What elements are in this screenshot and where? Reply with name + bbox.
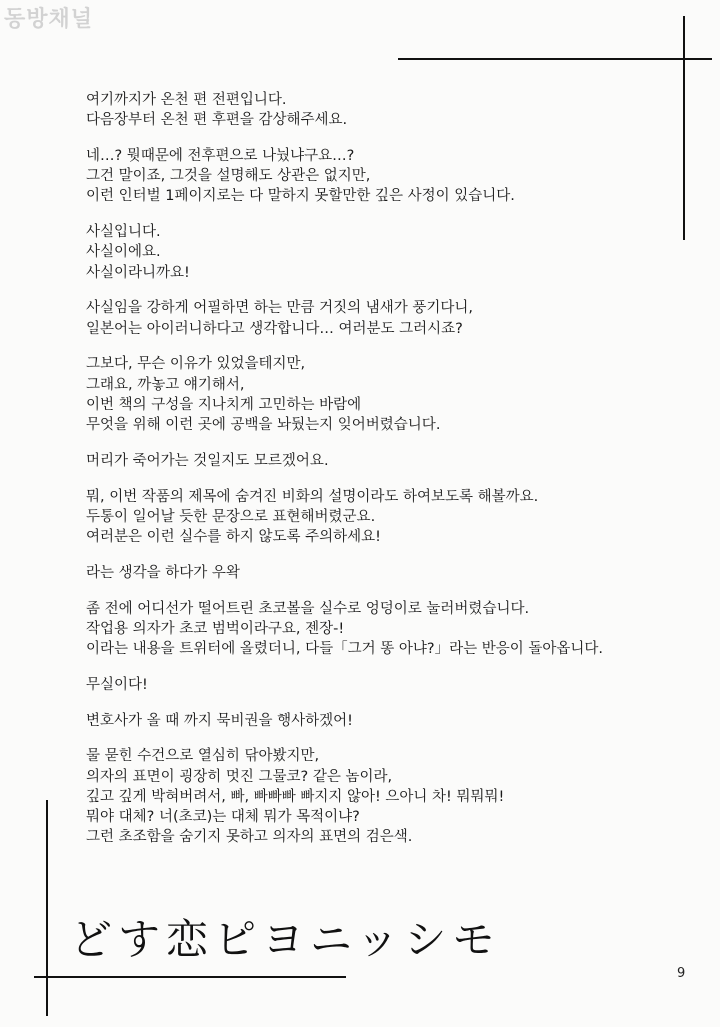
text-line: 그런 초조함을 숨기지 못하고 의자의 표면의 검은색.	[86, 829, 413, 846]
text-line: 작업용 의자가 초코 범벅이라구요, 젠장-!	[86, 620, 345, 637]
text-line: 깊고 깊게 박혀버려서, 빠, 빠빠빠 빠지지 않아! 으아니 차! 뭐뭐뭐!	[86, 788, 505, 805]
text-line: 그보다, 무슨 이유가 있었을테지만,	[86, 356, 306, 373]
text-line: 그건 말이죠, 그것을 설명해도 상관은 없지만,	[86, 168, 371, 185]
text-line: 무실이다!	[86, 676, 148, 693]
text-line: 사실임을 강하게 어필하면 하는 만큼 거짓의 냄새가 풍기다니,	[86, 300, 474, 317]
paragraph	[86, 746, 686, 847]
text-line: 일본어는 아이러니하다고 생각합니다… 여러분도 그러시죠?	[86, 320, 463, 337]
watermark: 동방채널	[4, 7, 94, 32]
text-line: 물 묻힌 수건으로 열심히 닦아봤지만,	[86, 748, 320, 765]
text-line: 네…? 뭣때문에 전후편으로 나눴냐구요…?	[86, 148, 355, 164]
bottom-left-vertical-line	[46, 800, 48, 1016]
text-line: 무엇을 위해 이런 곳에 공백을 놔뒀는지 잊어버렸습니다.	[86, 417, 441, 434]
paragraph	[86, 451, 686, 471]
paragraph	[86, 90, 686, 130]
text-line: 의자의 표면이 굉장히 멋진 그물코? 같은 놈이라,	[86, 768, 393, 785]
text-line: 라는 생각을 하다가 우왁	[86, 564, 240, 581]
paragraph	[86, 146, 686, 207]
paragraph	[86, 711, 686, 731]
top-right-horizontal-line	[398, 58, 712, 60]
paragraph	[86, 599, 686, 660]
text-line: 그래요, 까놓고 얘기해서,	[86, 376, 245, 393]
text-line: 여러분은 이런 실수를 하지 않도록 주의하세요!	[86, 529, 381, 546]
paragraph	[86, 563, 686, 583]
paragraph	[86, 222, 686, 283]
text-line: 이런 인터벌 1페이지로는 다 말하지 못할만한 깊은 사정이 있습니다.	[86, 188, 515, 205]
text-line: 두통이 일어날 듯한 문장으로 표현해버렸군요.	[86, 508, 376, 525]
text-line: 변호사가 올 때 까지 묵비권을 행사하겠어!	[86, 712, 353, 729]
text-line: 사실이라니까요!	[86, 264, 190, 281]
book-title: どす恋ピヨニッシモ	[70, 915, 501, 964]
text-line: 여기까지가 온천 편 전편입니다.	[86, 92, 287, 108]
text-line: 사실입니다.	[86, 224, 161, 241]
text-line: 뭐야 대체? 너(초코)는 대체 뭐가 목적이냐?	[86, 809, 360, 826]
paragraph	[86, 354, 686, 435]
paragraph	[86, 487, 686, 548]
text-line: 이번 책의 구성을 지나치게 고민하는 바람에	[86, 396, 362, 413]
text-line: 이라는 내용을 트위터에 올렸더니, 다들「그거 똥 아냐?」라는 반응이 돌아옵니다.	[86, 641, 604, 658]
paragraph	[86, 675, 686, 695]
text-line: 뭐, 이번 작품의 제목에 숨겨진 비화의 설명이라도 하여보도록 해볼까요.	[86, 488, 539, 505]
text-line: 다음장부터 온천 편 후편을 감상해주세요.	[86, 112, 348, 129]
text-line: 머리가 죽어가는 것일지도 모르겠어요.	[86, 452, 329, 469]
bottom-left-horizontal-line	[34, 976, 346, 978]
text-line: 좀 전에 어디선가 떨어트린 초코볼을 실수로 엉덩이로 눌러버렸습니다.	[86, 600, 530, 617]
paragraph	[86, 298, 686, 338]
page-number: 9	[677, 966, 686, 981]
afterword-text	[86, 90, 686, 863]
text-line: 사실이에요.	[86, 244, 161, 261]
